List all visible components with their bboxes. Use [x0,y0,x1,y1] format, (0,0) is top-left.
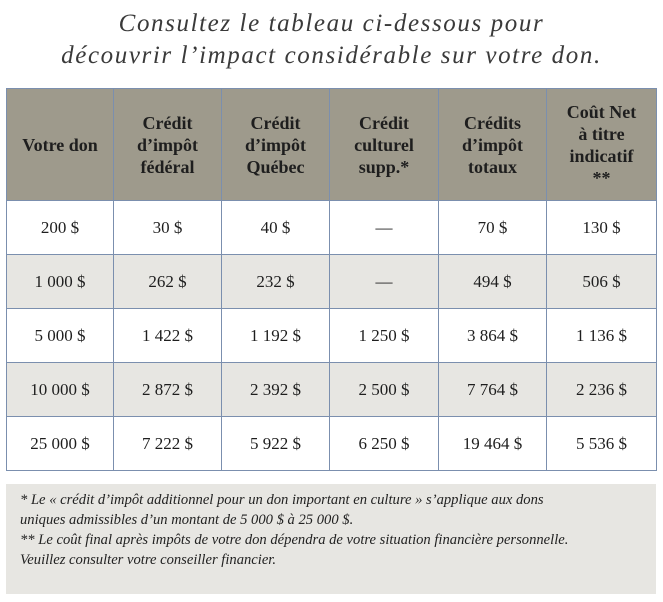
cell-credit-quebec: 40 $ [222,201,330,255]
header-credit-quebec [222,89,330,201]
footnote-line: ** Le coût final après impôts de votre don dépendra de votre situation financière personnelle. [20,532,569,548]
header-line: d’impôt [461,134,523,155]
cell-votre-don: 10 000 $ [7,363,114,417]
cell-credit-quebec: 5 922 $ [222,417,330,471]
table-row [7,309,657,363]
table-row [7,417,657,471]
cell-credits-totaux: 19 464 $ [439,417,547,471]
cell-credit-federal: 30 $ [114,201,222,255]
header-credits-totaux [439,89,547,201]
cell-credits-totaux: 7 764 $ [439,363,547,417]
header-line: Coût Net [566,101,637,122]
table-row [7,363,657,417]
header-line: d’impôt [136,134,198,155]
cell-credit-federal: 7 222 $ [114,417,222,471]
header-line: supp.* [358,156,410,177]
header-votre-don-label: Votre don [22,134,98,155]
footnote-line: * Le « crédit d’impôt additionnel pour un don important en culture » s’applique aux dons [20,492,544,508]
cell-credit-federal: 262 $ [114,255,222,309]
cell-votre-don: 200 $ [7,201,114,255]
cell-credit-federal: 1 422 $ [114,309,222,363]
cell-votre-don: 5 000 $ [7,309,114,363]
tax-credit-table [6,88,657,471]
header-line: à titre [578,123,625,144]
header-line: d’impôt [244,134,306,155]
cell-credits-totaux: 70 $ [439,201,547,255]
header-line: totaux [468,156,517,177]
cell-cout-net: 2 236 $ [547,363,657,417]
intro-line-2: découvrir l’impact considérable sur votre don. [61,42,602,69]
header-line: Crédit [359,112,409,133]
cell-credit-culturel: 6 250 $ [330,417,439,471]
cell-cout-net: 1 136 $ [547,309,657,363]
cell-credit-quebec: 2 392 $ [222,363,330,417]
table-row [7,201,657,255]
cell-votre-don: 1 000 $ [7,255,114,309]
table-header-row [7,89,657,201]
cell-cout-net: 506 $ [547,255,657,309]
intro-line-1: Consultez le tableau ci-dessous pour [118,10,545,37]
cell-credit-quebec: 1 192 $ [222,309,330,363]
cell-credits-totaux: 3 864 $ [439,309,547,363]
header-line: Québec [246,156,305,177]
header-line: fédéral [140,156,195,177]
header-line: Crédits [464,112,521,133]
cell-credits-totaux: 494 $ [439,255,547,309]
header-credit-federal [114,89,222,201]
footnote-line: Veuillez consulter votre conseiller financier. [20,552,277,568]
cell-credit-culturel: — [330,201,439,255]
header-line: indicatif [569,145,634,166]
header-line: culturel [354,134,414,155]
table-row [7,255,657,309]
header-line: Crédit [142,112,193,133]
header-votre-don [7,89,114,201]
cell-credit-federal: 2 872 $ [114,363,222,417]
header-credit-culturel [330,89,439,201]
cell-credit-culturel: 1 250 $ [330,309,439,363]
header-cout-net [547,89,657,201]
cell-cout-net: 130 $ [547,201,657,255]
cell-credit-culturel: — [330,255,439,309]
cell-cout-net: 5 536 $ [547,417,657,471]
cell-credit-quebec: 232 $ [222,255,330,309]
footnotes [6,484,656,594]
cell-credit-culturel: 2 500 $ [330,363,439,417]
cell-votre-don: 25 000 $ [7,417,114,471]
header-line: Crédit [250,112,301,133]
header-line: ** [592,167,611,188]
intro-heading [0,8,663,72]
footnote-line: uniques admissibles d’un montant de 5 000 $ à 25 000 $. [20,512,354,528]
